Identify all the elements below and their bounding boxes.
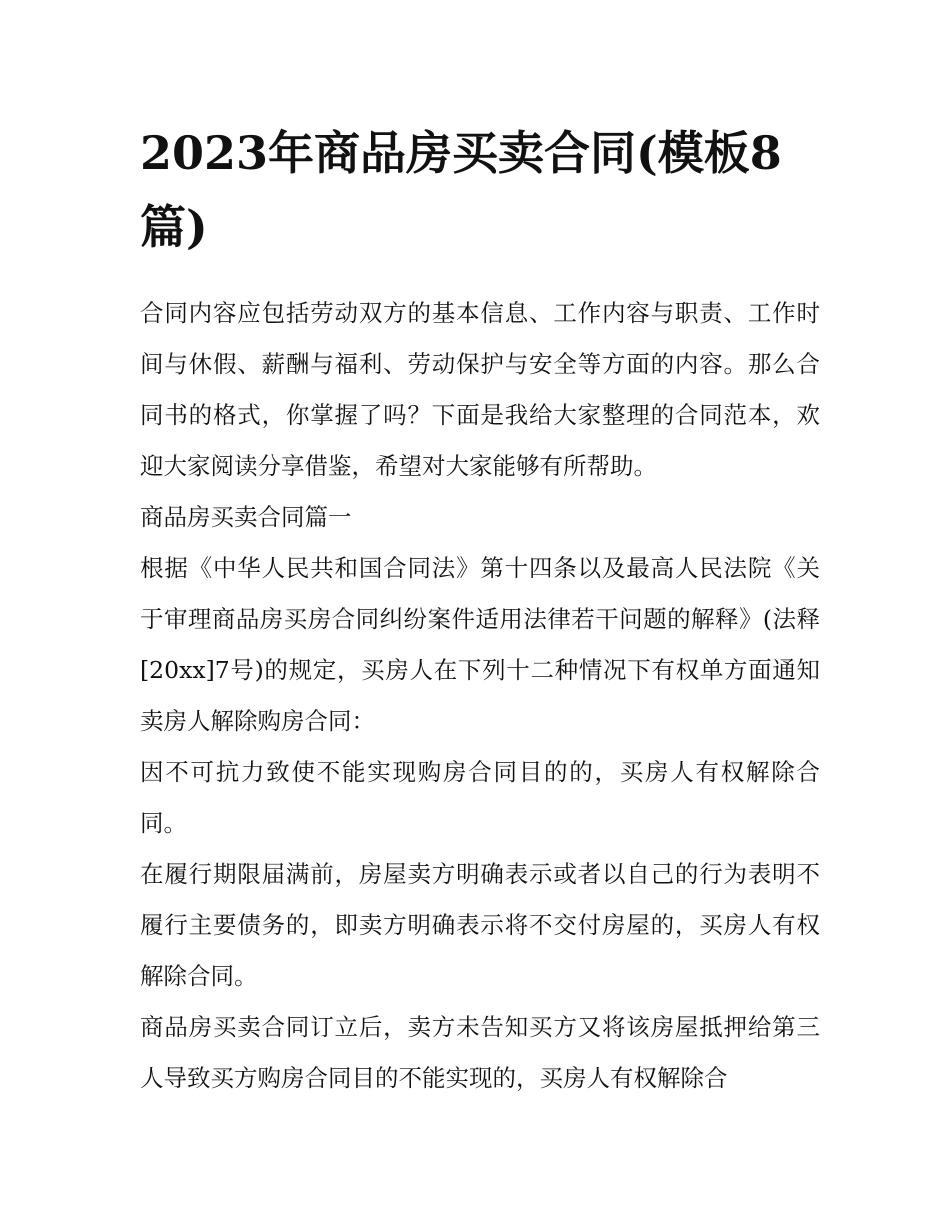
document-title: 2023年商品房买卖合同(模板8篇): [140, 126, 782, 254]
body-paragraph: 根据《中华人民共和国合同法》第十四条以及最高人民法院《关于审理商品房买房合同纠纷案件适用法律若干问题的解释》(法释[20xx]7号)的规定，买房人在下列十二种情况下有权单方面通知卖房人解除购房合同：: [140, 554, 820, 735]
body-paragraph: 商品房买卖合同订立后，卖方未告知买方又将该房屋抵押给第三人导致买方购房合同目的不能实现的，买房人有权解除合: [140, 1013, 820, 1092]
body-paragraph: 因不可抗力致使不能实现购房合同目的的，买房人有权解除合同。: [140, 758, 820, 837]
body-paragraph: 在履行期限届满前，房屋卖方明确表示或者以自己的行为表明不履行主要债务的，即卖方明确表示将不交付房屋的，买房人有权解除合同。: [140, 860, 820, 990]
intro-paragraph: 合同内容应包括劳动双方的基本信息、工作内容与职责、工作时间与休假、薪酬与福利、劳动保护与安全等方面的内容。那么合同书的格式，你掌握了吗？下面是我给大家整理的合同范本，欢迎大家阅读分享借鉴，希望对大家能够有所帮助。: [140, 299, 820, 480]
document-page: [140, 116, 820, 1104]
section-heading: 商品房买卖合同篇一: [140, 503, 352, 531]
document-body: [140, 288, 820, 1104]
